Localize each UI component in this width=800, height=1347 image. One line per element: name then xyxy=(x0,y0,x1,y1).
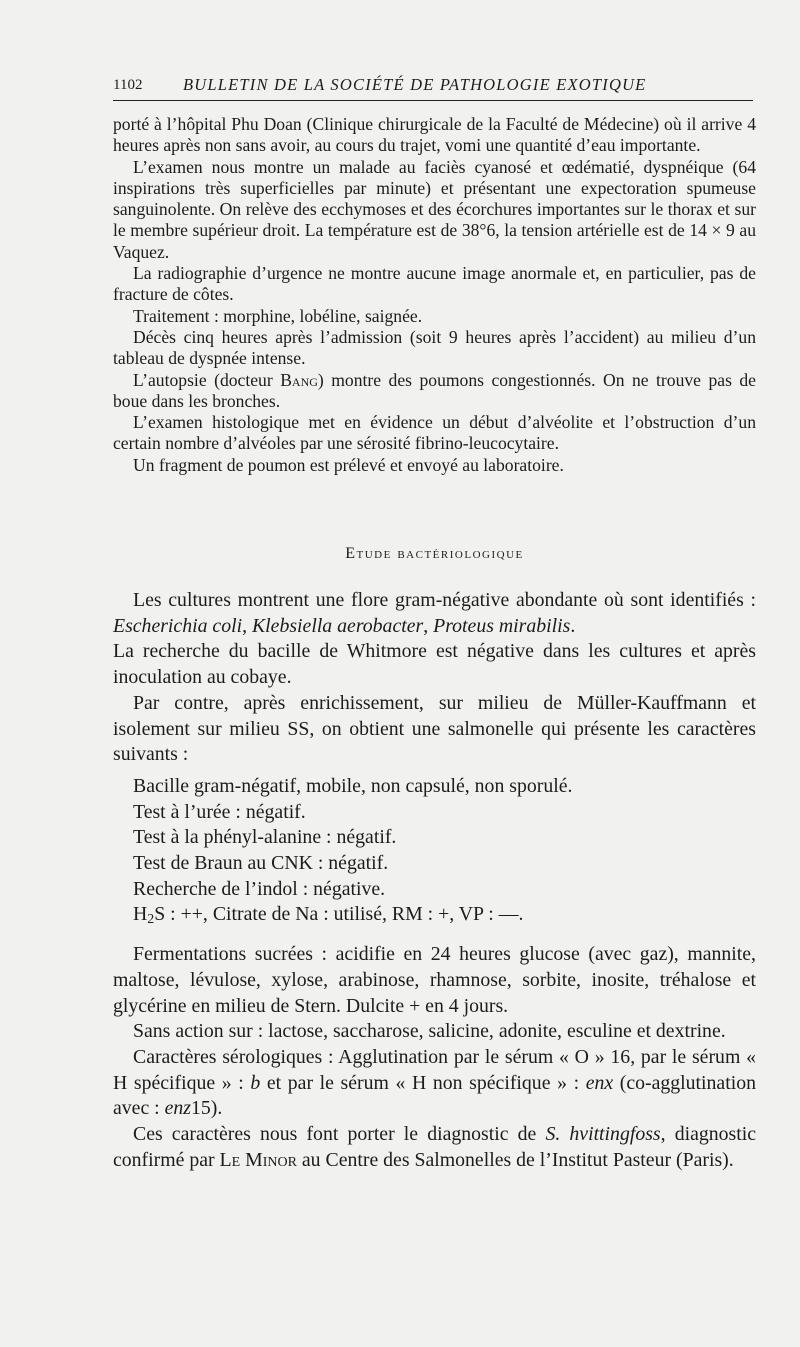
paragraph: Sans action sur : lactose, saccharose, salicine, adonite, esculine et dextrine. xyxy=(133,1020,726,1043)
paragraph: Un fragment de poumon est prélevé et envoyé au laboratoire. xyxy=(133,454,564,475)
species-name: S. hvittingfoss xyxy=(545,1123,661,1146)
text-run: . xyxy=(570,614,576,637)
text-run: 15). xyxy=(191,1097,223,1120)
antigen: b xyxy=(250,1071,261,1094)
case-report-section xyxy=(113,114,756,476)
paragraph: Décès cinq heures après l’admission (soit 9 heures après l’accident) au milieu d’un tableau de dyspnée intense. xyxy=(113,326,756,369)
text-run: Les cultures montrent une flore gram-négative abondante où sont identifiés : xyxy=(133,589,756,611)
list-item: Test à la phényl-alanine : négatif. xyxy=(133,826,397,849)
paragraph: Par contre, après enrichissement, sur milieu de Müller-Kauffmann et isolement sur milieu SS, on obtient une salmonelle qui présente les caractères suivants : xyxy=(113,691,756,766)
paragraph: L’examen nous montre un malade au faciès cyanosé et œdématié, dyspnéique (64 inspirations très superficielles par minute) et présentant une expectoration spumeuse sanguinolente. On relève des ecchymoses et des écorchures importantes sur le thorax et sur le membre supérieur droit. La température est de 38°6, la tension artérielle est de 14 × 9 au Vaquez. xyxy=(113,156,756,262)
text-run: L’autopsie (docteur xyxy=(133,369,281,390)
conclusion-paragraph xyxy=(113,1122,756,1173)
paragraph: Traitement : morphine, lobéline, saignée. xyxy=(133,305,423,326)
text-run: Caractères sérologiques : Agglutination par le sérum « O » 16, par le sérum « H spécifique » : xyxy=(113,1045,756,1094)
bacteriology-section xyxy=(113,588,756,1173)
page-number: 1102 xyxy=(113,77,143,93)
organism-name: Escherichia coli xyxy=(113,614,243,637)
paragraph: L’examen histologique met en évidence un début d’alvéolite et l’obstruction d’un certain nombre d’alvéoles par une sérosité fibrino-leucocytaire. xyxy=(113,412,756,454)
organism-name: Klebsiella aerobacter xyxy=(251,614,424,637)
section-heading: Etude bactériologique xyxy=(345,545,524,562)
text-run: ) montre des poumons congestionnés. On ne trouve pas de boue dans les bronches. xyxy=(113,369,756,411)
antigen: enz xyxy=(164,1097,191,1120)
paragraph: La recherche du bacille de Whitmore est négative dans les cultures et après inoculation au cobaye. xyxy=(113,640,756,689)
text-run: au Centre des Salmonelles de l’Institut Pasteur (Paris). xyxy=(296,1148,734,1171)
organism-name: Proteus mirabilis xyxy=(433,614,571,637)
paragraph: La radiographie d’urgence ne montre aucune image anormale et, en particulier, pas de fracture de côtes. xyxy=(113,263,756,305)
list-item: Test à l’urée : négatif. xyxy=(133,800,306,823)
spacer xyxy=(113,932,756,942)
separator: , xyxy=(242,614,252,637)
cultures-paragraph xyxy=(113,588,756,639)
text-run: S : ++, Citrate de Na : utilisé, RM : +, VP : —. xyxy=(154,903,524,926)
journal-title: BULLETIN DE LA SOCIÉTÉ DE PATHOLOGIE EXOTIQUE xyxy=(183,75,647,94)
list-item xyxy=(113,902,756,932)
list-item: Recherche de l’indol : négative. xyxy=(133,877,386,900)
text-run: et par le sérum « H non spécifique » : xyxy=(260,1071,586,1094)
antigen: enx xyxy=(585,1071,614,1094)
text-run: (co-agglutination avec : xyxy=(113,1071,756,1120)
list-item: Bacille gram-négatif, mobile, non capsulé, non sporulé. xyxy=(133,774,573,797)
serology-paragraph xyxy=(113,1045,756,1122)
autopsy-paragraph xyxy=(113,370,756,413)
author-name: Le Minor xyxy=(219,1148,297,1171)
subscript: 2 xyxy=(147,911,155,927)
text-run: Ces caractères nous font porter le diagnostic de xyxy=(133,1123,546,1146)
doctor-name: Bang xyxy=(280,369,318,390)
list-item: Test de Braun au CNK : négatif. xyxy=(133,852,389,875)
paragraph: Fermentations sucrées : acidifie en 24 heures glucose (avec gaz), mannite, maltose, lévulose, xylose, arabinose, rhamnose, sorbite, inosite, tréhalose et glycérine en milieu de Stern. Dulcite + en 4 jours. xyxy=(113,943,756,1017)
separator: , xyxy=(423,614,434,637)
characteristics-list xyxy=(113,774,756,932)
text-run: , diagnostic confirmé par xyxy=(113,1123,757,1171)
text-run: H xyxy=(133,903,148,926)
running-header xyxy=(113,70,753,101)
paragraph: porté à l’hôpital Phu Doan (Clinique chirurgicale de la Faculté de Médecine) où il arrive 4 heures après non sans avoir, au cours du trajet, vomi une quantité d’eau importante. xyxy=(113,114,756,156)
